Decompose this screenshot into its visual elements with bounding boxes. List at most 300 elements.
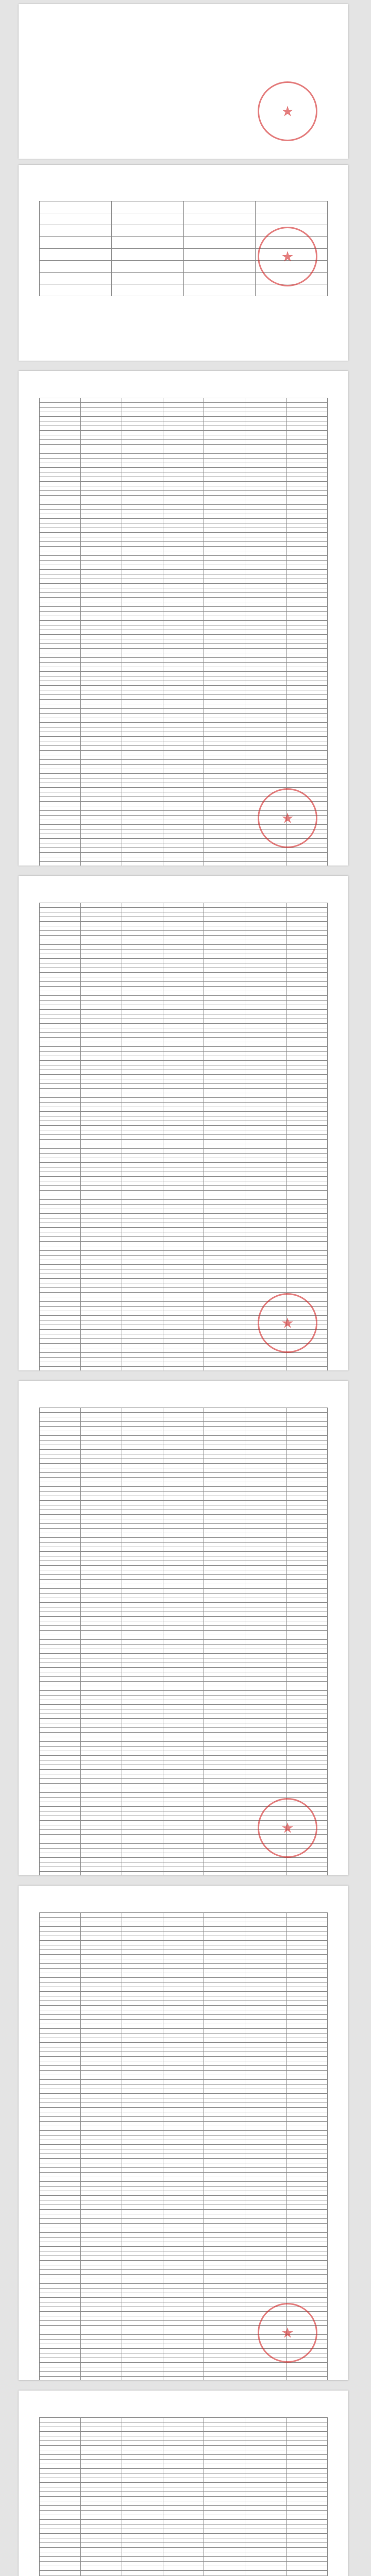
table-cell bbox=[204, 1770, 245, 1774]
table-cell bbox=[40, 1135, 81, 1140]
table-cell bbox=[286, 556, 328, 561]
table-cell bbox=[122, 1598, 163, 1603]
table-cell bbox=[80, 843, 122, 848]
table-cell bbox=[286, 630, 328, 635]
table-cell bbox=[204, 2006, 245, 2010]
table-cell bbox=[245, 1288, 286, 1293]
table-cell bbox=[80, 714, 122, 718]
table-cell bbox=[40, 1256, 81, 1260]
table-cell bbox=[163, 973, 204, 977]
table-cell bbox=[245, 1103, 286, 1107]
table-cell bbox=[286, 1279, 328, 1283]
table-cell bbox=[122, 1288, 163, 1293]
table-cell bbox=[245, 2293, 286, 2298]
table-cell bbox=[163, 1603, 204, 1607]
table-cell bbox=[163, 2367, 204, 2372]
table-cell bbox=[163, 445, 204, 449]
table-cell bbox=[122, 1487, 163, 1492]
table-cell bbox=[163, 2098, 204, 2103]
table-cell bbox=[40, 2126, 81, 2131]
table-cell bbox=[204, 816, 245, 820]
table-cell bbox=[80, 704, 122, 709]
table-cell bbox=[204, 1728, 245, 1733]
table-cell bbox=[122, 1936, 163, 1941]
table-cell bbox=[204, 954, 245, 959]
table-cell bbox=[40, 1733, 81, 1737]
table-cell bbox=[245, 2363, 286, 2367]
table-cell bbox=[80, 1760, 122, 1765]
table-cell bbox=[80, 1825, 122, 1830]
table-row bbox=[40, 2455, 328, 2460]
table-cell bbox=[204, 1570, 245, 1575]
table-cell bbox=[40, 1811, 81, 1816]
table-cell bbox=[80, 1445, 122, 1450]
table-cell bbox=[40, 2177, 81, 2182]
table-cell bbox=[204, 1658, 245, 1663]
table-cell bbox=[163, 1654, 204, 1658]
table-cell bbox=[204, 2024, 245, 2029]
table-cell bbox=[80, 2460, 122, 2464]
table-cell bbox=[245, 1269, 286, 1274]
table-cell bbox=[204, 1566, 245, 1570]
table-cell bbox=[122, 1733, 163, 1737]
table-cell bbox=[245, 2210, 286, 2214]
table-cell bbox=[122, 2173, 163, 2177]
table-cell bbox=[40, 2422, 81, 2427]
table-cell bbox=[245, 1756, 286, 1760]
table-cell bbox=[204, 2275, 245, 2279]
table-cell bbox=[245, 2441, 286, 2446]
table-row bbox=[40, 1209, 328, 1214]
table-cell bbox=[122, 1209, 163, 1214]
table-cell bbox=[122, 1042, 163, 1047]
summary-cell bbox=[111, 284, 183, 296]
table-row bbox=[40, 547, 328, 551]
table-cell bbox=[204, 574, 245, 579]
table-cell bbox=[40, 1663, 81, 1668]
summary-header-cell bbox=[183, 201, 256, 213]
table-cell bbox=[245, 2071, 286, 2075]
table-cell bbox=[286, 1501, 328, 1505]
table-cell bbox=[163, 1047, 204, 1052]
table-cell bbox=[286, 2441, 328, 2446]
table-cell bbox=[163, 2307, 204, 2312]
table-cell bbox=[286, 940, 328, 945]
table-cell bbox=[80, 2103, 122, 2108]
table-cell bbox=[40, 1575, 81, 1580]
table-cell bbox=[122, 2163, 163, 2168]
table-row bbox=[40, 1547, 328, 1552]
price-table-header-cell bbox=[40, 1913, 81, 1918]
table-cell bbox=[245, 695, 286, 700]
table-cell bbox=[286, 1028, 328, 1033]
table-cell bbox=[286, 760, 328, 765]
table-cell bbox=[245, 862, 286, 866]
table-cell bbox=[40, 2024, 81, 2029]
table-cell bbox=[163, 1186, 204, 1191]
table-cell bbox=[122, 1723, 163, 1728]
table-row bbox=[40, 1459, 328, 1464]
table-cell bbox=[122, 1774, 163, 1779]
table-cell bbox=[245, 1065, 286, 1070]
table-cell bbox=[245, 922, 286, 926]
table-cell bbox=[40, 431, 81, 435]
table-cell bbox=[40, 825, 81, 829]
table-row bbox=[40, 1858, 328, 1862]
table-cell bbox=[80, 940, 122, 945]
table-cell bbox=[245, 1487, 286, 1492]
table-cell bbox=[40, 788, 81, 792]
table-cell bbox=[163, 1177, 204, 1181]
table-cell bbox=[286, 1793, 328, 1798]
table-cell bbox=[80, 1802, 122, 1807]
table-cell bbox=[80, 1256, 122, 1260]
table-cell bbox=[286, 968, 328, 973]
table-cell bbox=[122, 2487, 163, 2492]
table-cell bbox=[204, 1358, 245, 1362]
table-cell bbox=[204, 1177, 245, 1181]
table-row bbox=[40, 1181, 328, 1186]
table-cell bbox=[286, 2492, 328, 2497]
table-cell bbox=[245, 1658, 286, 1663]
table-cell bbox=[122, 1274, 163, 1279]
table-cell bbox=[40, 2047, 81, 2052]
table-cell bbox=[245, 1524, 286, 1529]
table-cell bbox=[163, 1214, 204, 1218]
table-cell bbox=[80, 2228, 122, 2233]
table-cell bbox=[163, 1269, 204, 1274]
table-cell bbox=[122, 1362, 163, 1367]
table-cell bbox=[245, 1709, 286, 1714]
table-cell bbox=[245, 1089, 286, 1093]
table-cell bbox=[163, 839, 204, 843]
table-row bbox=[40, 1945, 328, 1950]
table-cell bbox=[163, 1265, 204, 1269]
table-cell bbox=[40, 644, 81, 649]
table-cell bbox=[245, 1454, 286, 1459]
table-row bbox=[40, 1454, 328, 1459]
table-cell bbox=[286, 1440, 328, 1445]
table-cell bbox=[286, 2066, 328, 2071]
table-cell bbox=[163, 1473, 204, 1478]
table-cell bbox=[40, 574, 81, 579]
table-cell bbox=[80, 820, 122, 825]
table-cell bbox=[204, 1575, 245, 1580]
table-cell bbox=[245, 783, 286, 788]
table-cell bbox=[80, 1228, 122, 1232]
table-cell bbox=[40, 2098, 81, 2103]
table-cell bbox=[80, 449, 122, 454]
table-cell bbox=[163, 820, 204, 825]
table-cell bbox=[80, 926, 122, 931]
table-cell bbox=[40, 1626, 81, 1631]
table-cell bbox=[80, 686, 122, 690]
table-cell bbox=[204, 839, 245, 843]
table-cell bbox=[286, 1543, 328, 1547]
table-cell bbox=[80, 1440, 122, 1445]
table-cell bbox=[204, 561, 245, 565]
table-row bbox=[40, 1696, 328, 1700]
summary-meta bbox=[19, 189, 348, 198]
table-cell bbox=[40, 1552, 81, 1556]
table-cell bbox=[122, 1941, 163, 1945]
table-cell bbox=[245, 1950, 286, 1955]
table-cell bbox=[245, 1464, 286, 1468]
table-cell bbox=[40, 1084, 81, 1089]
table-cell bbox=[80, 1941, 122, 1945]
table-cell bbox=[122, 2224, 163, 2228]
table-cell bbox=[204, 2460, 245, 2464]
table-cell bbox=[80, 1612, 122, 1617]
table-cell bbox=[245, 2427, 286, 2432]
table-cell bbox=[286, 2159, 328, 2163]
table-cell bbox=[204, 1751, 245, 1756]
table-cell bbox=[122, 1751, 163, 1756]
table-cell bbox=[286, 1603, 328, 1607]
table-cell bbox=[286, 704, 328, 709]
table-cell bbox=[40, 1617, 81, 1621]
table-cell bbox=[163, 1478, 204, 1482]
table-cell bbox=[286, 2455, 328, 2460]
table-cell bbox=[80, 1594, 122, 1598]
table-cell bbox=[286, 1709, 328, 1714]
table-cell bbox=[122, 579, 163, 584]
table-cell bbox=[286, 584, 328, 588]
table-cell bbox=[286, 598, 328, 602]
table-cell bbox=[122, 816, 163, 820]
table-cell bbox=[80, 1140, 122, 1144]
table-cell bbox=[40, 2094, 81, 2098]
table-cell bbox=[163, 2205, 204, 2210]
table-cell bbox=[286, 1070, 328, 1075]
table-cell bbox=[80, 1779, 122, 1784]
table-cell bbox=[40, 1205, 81, 1209]
table-cell bbox=[40, 1353, 81, 1358]
table-cell bbox=[286, 1751, 328, 1756]
table-cell bbox=[80, 1862, 122, 1867]
table-cell bbox=[245, 635, 286, 639]
table-cell bbox=[245, 2061, 286, 2066]
table-cell bbox=[80, 2214, 122, 2219]
table-cell bbox=[40, 2284, 81, 2289]
table-cell bbox=[245, 968, 286, 973]
table-cell bbox=[204, 1158, 245, 1163]
table-cell bbox=[122, 1107, 163, 1112]
table-cell bbox=[80, 1459, 122, 1464]
table-cell bbox=[122, 2441, 163, 2446]
table-cell bbox=[80, 2377, 122, 2381]
table-cell bbox=[245, 1686, 286, 1691]
table-cell bbox=[163, 1830, 204, 1835]
table-cell bbox=[80, 412, 122, 417]
table-cell bbox=[40, 1538, 81, 1543]
table-cell bbox=[286, 695, 328, 700]
table-cell bbox=[245, 848, 286, 853]
table-cell bbox=[163, 1649, 204, 1654]
table-cell bbox=[80, 1584, 122, 1589]
table-row bbox=[40, 2293, 328, 2298]
table-cell bbox=[80, 1747, 122, 1751]
table-cell bbox=[163, 1705, 204, 1709]
table-cell bbox=[122, 922, 163, 926]
table-cell bbox=[80, 2335, 122, 2340]
table-cell bbox=[163, 2335, 204, 2340]
table-cell bbox=[40, 1316, 81, 1320]
table-cell bbox=[204, 1663, 245, 1668]
table-row bbox=[40, 774, 328, 778]
table-cell bbox=[163, 2020, 204, 2024]
table-cell bbox=[245, 2047, 286, 2052]
table-cell bbox=[40, 1112, 81, 1116]
table-cell bbox=[80, 922, 122, 926]
table-cell bbox=[204, 1973, 245, 1978]
table-cell bbox=[163, 954, 204, 959]
table-cell bbox=[204, 2177, 245, 2182]
table-cell bbox=[122, 570, 163, 574]
table-cell bbox=[122, 1807, 163, 1811]
table-cell bbox=[122, 1200, 163, 1205]
table-cell bbox=[204, 751, 245, 755]
table-cell bbox=[122, 2182, 163, 2187]
table-cell bbox=[40, 445, 81, 449]
table-cell bbox=[80, 1450, 122, 1454]
table-cell bbox=[80, 2024, 122, 2029]
table-cell bbox=[204, 1918, 245, 1922]
table-cell bbox=[122, 1065, 163, 1070]
table-cell bbox=[122, 1186, 163, 1191]
table-cell bbox=[163, 2469, 204, 2473]
table-cell bbox=[163, 2520, 204, 2524]
table-cell bbox=[80, 408, 122, 412]
table-cell bbox=[80, 2038, 122, 2043]
table-cell bbox=[245, 1417, 286, 1422]
table-cell bbox=[245, 1149, 286, 1154]
table-cell bbox=[80, 1672, 122, 1677]
table-cell bbox=[204, 1311, 245, 1316]
table-cell bbox=[40, 2043, 81, 2047]
table-cell bbox=[204, 639, 245, 644]
table-cell bbox=[122, 1339, 163, 1344]
table-row bbox=[40, 1256, 328, 1260]
table-cell bbox=[204, 1269, 245, 1274]
table-cell bbox=[204, 616, 245, 621]
table-cell bbox=[122, 853, 163, 857]
table-cell bbox=[122, 1982, 163, 1987]
table-cell bbox=[40, 1237, 81, 1242]
table-cell bbox=[245, 2256, 286, 2261]
table-cell bbox=[40, 2219, 81, 2224]
table-cell bbox=[80, 2242, 122, 2247]
table-cell bbox=[245, 574, 286, 579]
table-cell bbox=[80, 644, 122, 649]
table-cell bbox=[163, 403, 204, 408]
table-cell bbox=[286, 714, 328, 718]
table-cell bbox=[286, 658, 328, 663]
table-cell bbox=[204, 676, 245, 681]
table-cell bbox=[40, 2487, 81, 2492]
table-cell bbox=[163, 1945, 204, 1950]
table-cell bbox=[286, 2052, 328, 2057]
table-cell bbox=[40, 2543, 81, 2548]
table-row bbox=[40, 2103, 328, 2108]
table-cell bbox=[286, 672, 328, 676]
table-cell bbox=[204, 811, 245, 816]
table-cell bbox=[122, 1269, 163, 1274]
table-cell bbox=[245, 2284, 286, 2289]
table-cell bbox=[40, 797, 81, 802]
table-cell bbox=[204, 1733, 245, 1737]
table-cell bbox=[286, 1089, 328, 1093]
table-cell bbox=[286, 1566, 328, 1570]
table-cell bbox=[122, 1307, 163, 1311]
table-cell bbox=[163, 2534, 204, 2538]
table-cell bbox=[122, 2010, 163, 2015]
table-row bbox=[40, 769, 328, 774]
table-cell bbox=[40, 2247, 81, 2251]
table-cell bbox=[245, 1079, 286, 1084]
table-cell bbox=[163, 1362, 204, 1367]
table-cell bbox=[80, 1093, 122, 1098]
table-cell bbox=[80, 912, 122, 917]
table-cell bbox=[80, 2089, 122, 2094]
price-table-meta bbox=[19, 385, 348, 395]
table-cell bbox=[40, 2344, 81, 2349]
table-cell bbox=[122, 2520, 163, 2524]
table-cell bbox=[245, 1038, 286, 1042]
table-cell bbox=[286, 2473, 328, 2478]
table-cell bbox=[204, 1454, 245, 1459]
table-cell bbox=[204, 1075, 245, 1079]
table-cell bbox=[286, 2061, 328, 2066]
table-cell bbox=[163, 774, 204, 778]
table-cell bbox=[80, 1691, 122, 1696]
table-cell bbox=[245, 982, 286, 987]
table-cell bbox=[40, 1367, 81, 1371]
table-cell bbox=[80, 1978, 122, 1982]
table-cell bbox=[286, 1107, 328, 1112]
table-row bbox=[40, 1728, 328, 1733]
table-cell bbox=[122, 2089, 163, 2094]
table-cell bbox=[204, 945, 245, 950]
table-cell bbox=[122, 1501, 163, 1505]
table-cell bbox=[122, 2136, 163, 2140]
table-cell bbox=[122, 1256, 163, 1260]
table-cell bbox=[122, 1872, 163, 1876]
table-cell bbox=[286, 2038, 328, 2043]
table-row bbox=[40, 1052, 328, 1056]
table-cell bbox=[122, 431, 163, 435]
table-row bbox=[40, 2024, 328, 2029]
table-cell bbox=[163, 1417, 204, 1422]
table-cell bbox=[286, 973, 328, 977]
table-cell bbox=[163, 2562, 204, 2566]
table-row bbox=[40, 1246, 328, 1251]
table-cell bbox=[80, 1765, 122, 1770]
table-cell bbox=[286, 862, 328, 866]
table-cell bbox=[163, 2326, 204, 2330]
table-cell bbox=[286, 1482, 328, 1487]
table-cell bbox=[286, 1362, 328, 1367]
table-row bbox=[40, 2117, 328, 2122]
table-cell bbox=[286, 1487, 328, 1492]
table-cell bbox=[40, 1459, 81, 1464]
table-cell bbox=[204, 1774, 245, 1779]
table-cell bbox=[286, 1445, 328, 1450]
table-cell bbox=[204, 1482, 245, 1487]
table-cell bbox=[80, 1556, 122, 1561]
table-cell bbox=[286, 2436, 328, 2441]
table-cell bbox=[80, 1626, 122, 1631]
